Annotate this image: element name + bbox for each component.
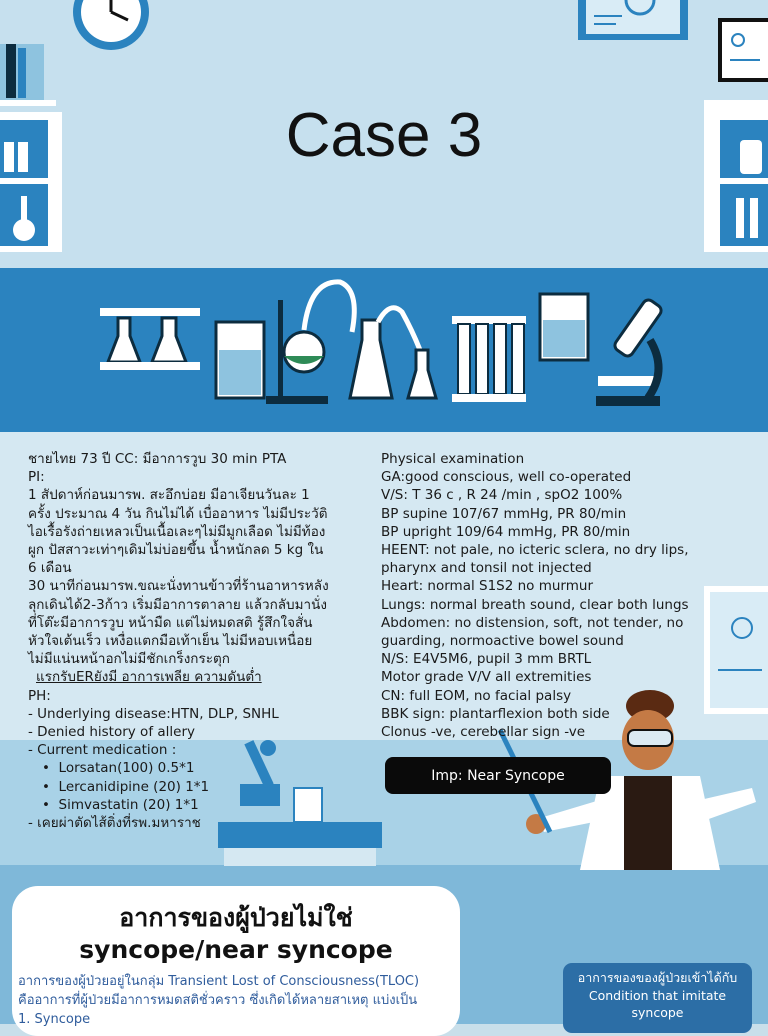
text-line: 1 สัปดาห์ก่อนมารพ. สะอึกบ่อย มีอาเจียนวันละ 1 — [28, 487, 310, 504]
exam-line: Motor grade V/V all extremities — [381, 669, 592, 686]
badge-line: อาการของของผู้ป่วยเข้าได้กับ — [577, 970, 738, 985]
physical-exam-column — [381, 450, 689, 741]
medication-item: • Simvastatin (20) 1*1 — [42, 796, 199, 813]
exam-line: Clonus -ve, cerebellar sign -ve — [381, 724, 586, 741]
condition-badge — [563, 963, 752, 1033]
lab-decor-top — [0, 0, 768, 432]
medication-item: • Lorsatan(100) 0.5*1 — [42, 760, 195, 777]
exam-line: HEENT: not pale, no icteric sclera, no dry lips, — [381, 542, 689, 559]
ph-label: PH: — [28, 687, 51, 704]
exam-line: CN: full EOM, no facial palsy — [381, 687, 572, 704]
text-line: ไอเรื้อรังถ่ายเหลวเป็นเนื้อเละๆไม่มีมูกเลือด ไม่มีท้อง — [28, 523, 326, 540]
card-body — [18, 972, 419, 1029]
card-body-line: อาการของผู้ป่วยอยู่ในกลุ่ม Transient Lost of Consciousness(TLOC) — [18, 974, 420, 989]
lab-equipment-icon — [100, 282, 663, 406]
ph-line: - Current medication : — [28, 742, 177, 759]
text-line: หัวใจเต้นเร็ว เหงื่อแตกมือเท้าเย็น ไม่มีหอบเหนื่อย — [28, 633, 313, 650]
text-line: PI: — [28, 469, 45, 486]
exam-line: N/S: E4V5M6, pupil 3 mm BRTL — [381, 651, 592, 668]
exam-line: Lungs: normal breath sound, clear both lungs — [381, 596, 689, 613]
syncope-card — [12, 886, 460, 1036]
medication-item: • Lercanidipine (20) 1*1 — [42, 778, 210, 795]
badge-line: Condition that imitate — [588, 987, 727, 1003]
exam-line: pharynx and tonsil not injected — [381, 560, 592, 577]
impression-badge: Imp: Near Syncope — [385, 757, 611, 794]
text-line: ชายไทย 73 ปี CC: มีอาการวูบ 30 min PTA — [28, 451, 287, 467]
er-note: แรกรับERยังมี อาการเพลีย ความดันต่ำ — [36, 669, 262, 686]
exam-line: BP supine 107/67 mmHg, PR 80/min — [381, 505, 627, 522]
text-line: ลุกเดินได้2-3ก้าว เริ่มมีอาการตาลาย แล้วกลับมานั่ง — [28, 596, 327, 613]
text-line: ครั้ง ประมาณ 4 วัน กินไม่ได้ เบื่ออาหาร ไม่มีประวัติ — [28, 505, 328, 522]
clock-icon — [73, 0, 149, 50]
chemistry-poster-icon — [718, 18, 768, 82]
card-title-line: อาการของผู้ป่วยไม่ใช่ — [119, 903, 353, 932]
text-line: 6 เดือน — [28, 560, 72, 577]
exam-line: Physical examination — [381, 451, 525, 467]
ph-line: - Denied history of allery — [28, 724, 195, 741]
exam-line: GA:good conscious, well co-operated — [381, 469, 632, 486]
text-line: ไม่มีแน่นหน้าอกไม่มีชักเกร็งกระตุก — [28, 651, 230, 668]
ph-line: - เคยผ่าตัดไส้ติ่งที่รพ.มหาราช — [28, 815, 201, 832]
chem-formula-board-icon — [704, 586, 768, 714]
text-line: 30 นาทีก่อนมารพ.ขณะนั่งทานข้าวที่ร้านอาหารหลัง — [28, 578, 329, 595]
ph-line: - Underlying disease:HTN, DLP, SNHL — [28, 705, 279, 722]
badge-line: syncope — [631, 1005, 684, 1020]
exam-line: Heart: normal S1S2 no murmur — [381, 578, 593, 595]
card-body-line: 1. Syncope — [18, 1012, 91, 1027]
card-title-line: syncope/near syncope — [79, 935, 393, 964]
text-line: ผูก ปัสสาวะเท่าๆเดิมไม่บ่อยขึ้น น้ำหนักลด 5 kg ใน — [28, 542, 324, 559]
exam-line: BP upright 109/64 mmHg, PR 80/min — [381, 523, 631, 540]
exam-line: V/S: T 36 c , R 24 /min , spO2 100% — [381, 487, 623, 504]
page-title: Case 3 — [285, 101, 483, 170]
card-body-line: คืออาการที่ผู้ป่วยมีอาการหมดสติชั่วคราว ซึ่งเกิดได้หลายสาเหตุ แบ่งเป็น — [18, 993, 418, 1008]
book-shelf-icon — [0, 44, 56, 106]
text-line: ที่โต๊ะมีอาการวูบ หน้ามืด แต่ไม่หมดสติ รู้สึกใจสั่น — [28, 614, 313, 631]
exam-line: BBK sign: plantarflexion both side — [381, 705, 610, 722]
case-history-column — [28, 450, 329, 832]
exam-line: Abdomen: no distension, soft, not tender, no — [381, 614, 684, 631]
whiteboard-icon — [578, 0, 688, 40]
exam-line: guarding, normoactive bowel sound — [381, 633, 624, 650]
card-title — [12, 902, 460, 966]
